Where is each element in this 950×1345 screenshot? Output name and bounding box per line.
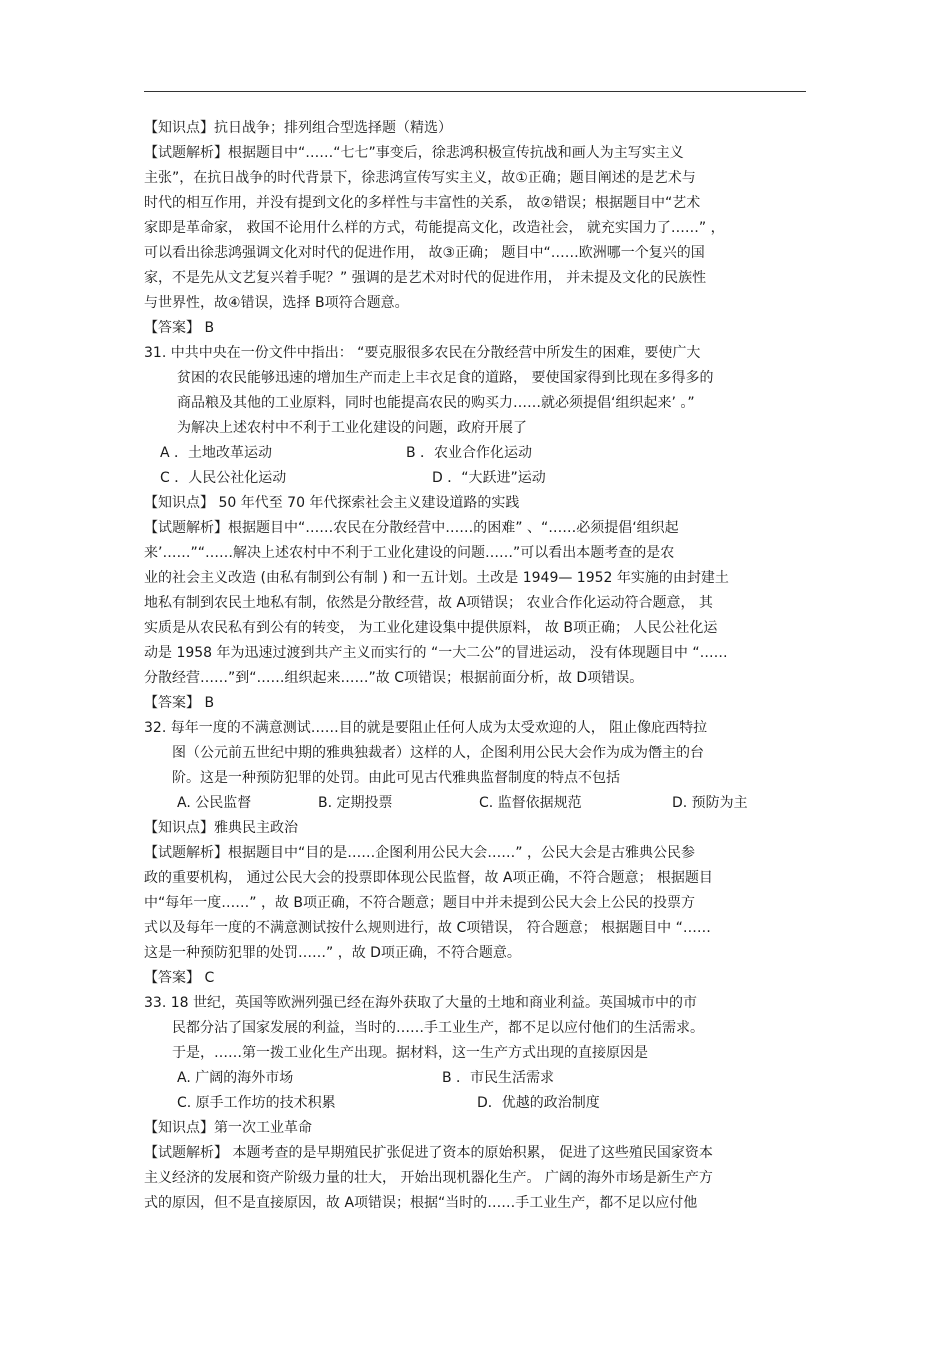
question-31: 31. 中共中央在一份文件中指出： “要克服很多农民在分散经营中所发生的困难，要使广大 [144,345,701,361]
text-line: 【试题解析】 本题考查的是早期殖民扩张促进了资本的原始积累， 促进了这些殖民国家资本 [144,1145,713,1161]
q31-options-row-2 [160,469,800,487]
text-line: 于是，……第一拨工业化生产出现。据材料，这一生产方式出现的直接原因是 [172,1045,648,1061]
text-line: 【知识点】抗日战争；排列组合型选择题（精选） [144,120,452,136]
text-line: 这是一种预防犯罪的处罚……” ，故 D项正确，不符合题意。 [144,945,521,961]
answer-line: 【答案】 B [144,320,215,336]
text-line: 来’……”“……解决上述农村中不利于工业化建设的问题……”可以看出本题考查的是农 [144,545,675,561]
text-line: 图（公元前五世纪中期的雅典独裁者）这样的人，企图利用公民大会作为成为僭主的台 [172,745,704,761]
text-line: 与世界性，故④错误，选择 B项符合题意。 [144,295,409,311]
text-line: 【知识点】雅典民主政治 [144,820,298,836]
text-line: 主张”，在抗日战争的时代背景下，徐悲鸿宣传写实主义，故①正确；题目阐述的是艺术与 [144,170,696,186]
q33-option-b[interactable]: B ．市民生活需求 [442,1070,555,1086]
answer-line: 【答案】 C [144,970,215,986]
text-line: 可以看出徐悲鸿强调文化对时代的促进作用， 故③正确； 题目中“……欧洲哪一个复兴的国 [144,245,705,261]
text-line: 为解决上述农村中不利于工业化建设的问题，政府开展了 [177,420,527,436]
q31-option-a[interactable]: A ．土地改革运动 [160,445,273,461]
text-line: 主义经济的发展和资产阶级力量的壮大， 开始出现机器化生产。 广阔的海外市场是新生产方 [144,1170,713,1186]
question-33: 33. 18 世纪，英国等欧洲列强已经在海外获取了大量的土地和商业利益。英国城市中的市 [144,995,697,1011]
text-line: 分散经营……”到“……组织起来……”故 C项错误；根据前面分析，故 D项错误。 [144,670,644,686]
q33-options-row-2 [177,1094,797,1112]
text-line: 家即是革命家， 救国不论用什么样的方式，苟能提高文化，改造社会， 就充实国力了……” ， [144,220,725,236]
text-line: 实质是从农民私有到公有的转变， 为工业化建设集中提供原料， 故 B项正确； 人民公社化运 [144,620,718,636]
answer-line: 【答案】 B [144,695,215,711]
q33-options-row-1 [177,1069,797,1087]
text-line: 【知识点】 50 年代至 70 年代探索社会主义建设道路的实践 [144,495,520,511]
text-line: 地私有制到农民土地私有制，依然是分散经营，故 A项错误； 农业合作化运动符合题意， 其 [144,595,713,611]
q32-option-d[interactable]: D. 预防为主 [672,795,748,811]
q31-option-d[interactable]: D ．“大跃进”运动 [432,470,546,486]
text-line: 中“每年一度……” ，故 B项正确，不符合题意；题目中并未提到公民大会上公民的投票方 [144,895,696,911]
q32-option-c[interactable]: C. 监督依据规范 [479,795,582,811]
text-line: 式的原因，但不是直接原因，故 A项错误；根据“当时的……手工业生产，都不足以应付他 [144,1195,698,1211]
text-line: 式以及每年一度的不满意测试按什么规则进行，故 C项错误， 符合题意； 根据题目中 “…… [144,920,711,936]
q32-option-a[interactable]: A. 公民监督 [177,795,252,811]
text-line: 【知识点】第一次工业革命 [144,1120,312,1136]
text-line: 商品粮及其他的工业原料，同时也能提高农民的购买力……就必须提倡‘组织起来’ 。” [177,395,695,411]
text-line: 阶。这是一种预防犯罪的处罚。由此可见古代雅典监督制度的特点不包括 [172,770,620,786]
q32-option-b[interactable]: B. 定期投票 [318,795,393,811]
q33-option-a[interactable]: A. 广阔的海外市场 [177,1070,294,1086]
text-line: 民都分沾了国家发展的利益，当时的……手工业生产，都不足以应付他们的生活需求。 [172,1020,704,1036]
text-line: 【试题解析】根据题目中“……“七七”事变后，徐悲鸿积极宣传抗战和画人为主写实主义 [144,145,684,161]
text-line: 【试题解析】根据题目中“目的是……企图利用公民大会……” ，公民大会是古雅典公民参 [144,845,695,861]
q33-option-d[interactable]: D．优越的政治制度 [477,1095,600,1111]
q31-options-row-1 [160,444,800,462]
header-rule [144,91,806,92]
text-line: 业的社会主义改造 (由私有制到公有制 ) 和一五计划。土改是 1949— 1952 年实施的由封建土 [144,570,729,586]
q32-options-row [177,794,797,812]
q33-option-c[interactable]: C. 原手工作坊的技术积累 [177,1095,336,1111]
text-line: 动是 1958 年为迅速过渡到共产主义而实行的 “一大二公”的冒进运动， 没有体现题目中 “…… [144,645,728,661]
text-line: 政的重要机构， 通过公民大会的投票即体现公民监督，故 A项正确，不符合题意； 根据题目 [144,870,713,886]
question-32: 32. 每年一度的不满意测试……目的就是要阻止任何人成为太受欢迎的人， 阻止像庇西特拉 [144,720,708,736]
text-line: 贫困的农民能够迅速的增加生产而走上丰衣足食的道路， 要使国家得到比现在多得多的 [177,370,714,386]
q31-option-b[interactable]: B ．农业合作化运动 [406,445,533,461]
q31-option-c[interactable]: C ．人民公社化运动 [160,470,287,486]
text-line: 时代的相互作用，并没有提到文化的多样性与丰富性的关系， 故②错误；根据题目中“艺术 [144,195,701,211]
text-line: 家，不是先从文艺复兴着手呢？” 强调的是艺术对时代的促进作用， 并未提及文化的民族性 [144,270,707,286]
text-line: 【试题解析】根据题目中“……农民在分散经营中……的困难” 、“……必须提倡‘组织起 [144,520,679,536]
